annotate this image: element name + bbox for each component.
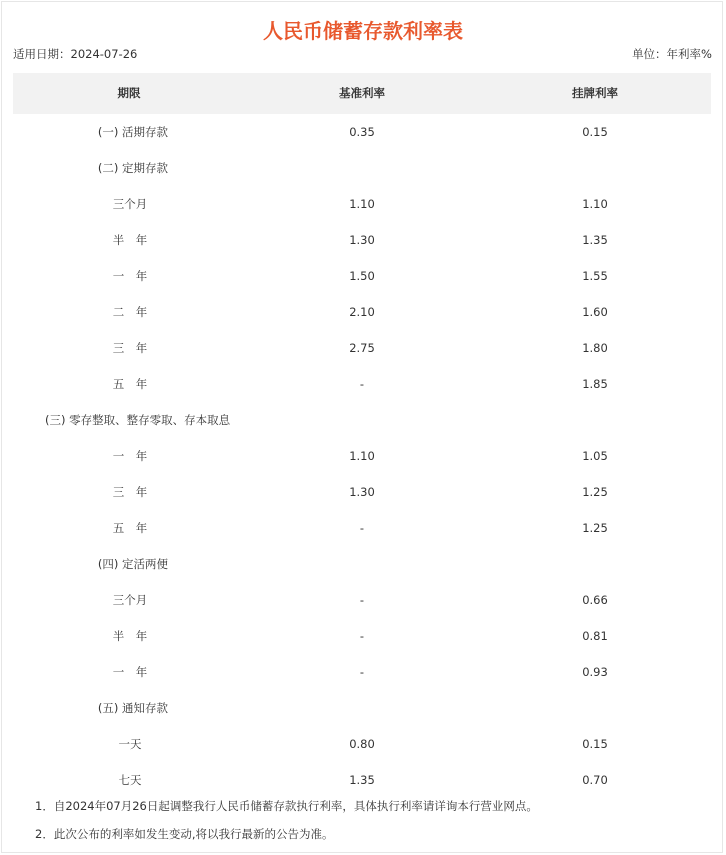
footnote-1: 1．自2024年07月26日起调整我行人民币储蓄存款执行利率，具体执行利率请详询本行营业网点。	[35, 799, 538, 813]
table-row	[0, 726, 726, 762]
table-row	[0, 258, 726, 294]
table-row	[0, 690, 726, 726]
term-cell: 一天	[118, 737, 142, 751]
listed-rate-cell: 0.15	[582, 125, 608, 139]
term-cell: 三 年	[112, 341, 148, 355]
base-rate-cell: -	[359, 665, 365, 679]
header-base-rate: 基准利率	[339, 86, 385, 100]
table-row	[0, 582, 726, 618]
base-rate-cell: 1.50	[349, 269, 375, 283]
base-rate-cell: 1.35	[349, 773, 375, 787]
term-cell: 一 年	[112, 449, 148, 463]
table-row	[0, 330, 726, 366]
table-row	[0, 762, 726, 798]
base-rate-cell: 0.35	[349, 125, 375, 139]
listed-rate-cell: 0.93	[582, 665, 608, 679]
term-cell: (五) 通知存款	[97, 701, 169, 715]
listed-rate-cell: 0.15	[582, 737, 608, 751]
term-cell: 一 年	[112, 269, 148, 283]
listed-rate-cell: 1.25	[582, 521, 608, 535]
term-cell: 七天	[118, 773, 142, 787]
page-title: 人民币储蓄存款利率表	[263, 19, 463, 43]
term-cell: 半 年	[112, 233, 148, 247]
term-cell: 半 年	[112, 629, 148, 643]
base-rate-cell: 1.10	[349, 449, 375, 463]
listed-rate-cell: 1.80	[582, 341, 608, 355]
term-cell: 三个月	[112, 593, 148, 607]
term-cell: 三 年	[112, 485, 148, 499]
header-listed-rate: 挂牌利率	[572, 86, 618, 100]
table-row	[0, 366, 726, 402]
header-term: 期限	[117, 86, 141, 100]
table-row	[0, 546, 726, 582]
term-cell: 五 年	[112, 521, 148, 535]
term-cell: 二 年	[112, 305, 148, 319]
base-rate-cell: 2.10	[349, 305, 375, 319]
table-row	[0, 618, 726, 654]
term-cell: 一 年	[112, 665, 148, 679]
term-cell: 三个月	[112, 197, 148, 211]
term-cell: (一) 活期存款	[97, 125, 169, 139]
base-rate-cell: 1.30	[349, 485, 375, 499]
base-rate-cell: 1.10	[349, 197, 375, 211]
base-rate-cell: -	[359, 521, 365, 535]
base-rate-cell: -	[359, 377, 365, 391]
base-rate-cell: 1.30	[349, 233, 375, 247]
table-row	[0, 186, 726, 222]
listed-rate-cell: 0.70	[582, 773, 608, 787]
listed-rate-cell: 0.66	[582, 593, 608, 607]
term-cell: (二) 定期存款	[97, 161, 169, 175]
table-row	[0, 402, 726, 438]
table-row	[0, 114, 726, 150]
table-row	[0, 222, 726, 258]
table-row	[0, 510, 726, 546]
unit-label: 单位：年利率%	[632, 47, 712, 61]
base-rate-cell: -	[359, 593, 365, 607]
table-row	[0, 294, 726, 330]
table-row	[0, 150, 726, 186]
base-rate-cell: -	[359, 629, 365, 643]
listed-rate-cell: 1.05	[582, 449, 608, 463]
effective-date: 适用日期：2024-07-26	[13, 47, 138, 61]
listed-rate-cell: 1.25	[582, 485, 608, 499]
table-row	[0, 654, 726, 690]
listed-rate-cell: 1.55	[582, 269, 608, 283]
table-header	[13, 73, 711, 114]
listed-rate-cell: 1.85	[582, 377, 608, 391]
table-row	[0, 474, 726, 510]
table-row	[0, 438, 726, 474]
listed-rate-cell: 1.35	[582, 233, 608, 247]
base-rate-cell: 0.80	[349, 737, 375, 751]
listed-rate-cell: 1.60	[582, 305, 608, 319]
base-rate-cell: 2.75	[349, 341, 375, 355]
term-cell: (四) 定活两便	[97, 557, 169, 571]
term-cell: (三) 零存整取、整存零取、存本取息	[45, 413, 231, 427]
footnote-2: 2．此次公布的利率如发生变动,将以我行最新的公告为准。	[35, 827, 334, 841]
term-cell: 五 年	[112, 377, 148, 391]
listed-rate-cell: 1.10	[582, 197, 608, 211]
listed-rate-cell: 0.81	[582, 629, 608, 643]
